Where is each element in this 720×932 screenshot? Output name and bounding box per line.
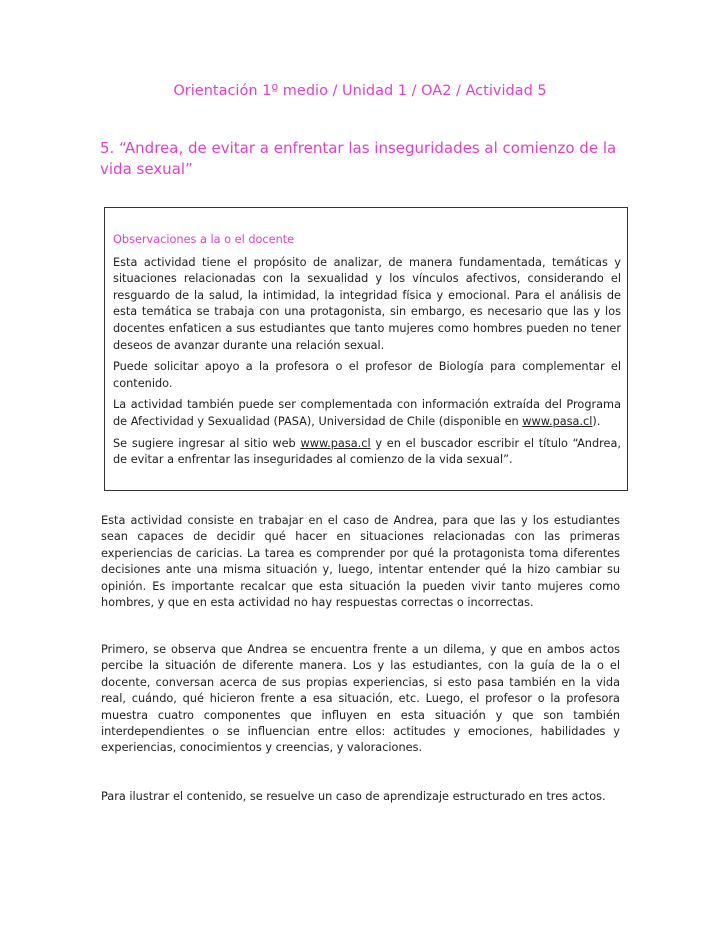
observations-paragraph — [113, 436, 621, 469]
text: ). — [592, 414, 601, 428]
body-paragraph: Primero, se observa que Andrea se encuentra frente a un dilema, y que en ambos actos percibe la situación de diferente manera. Los y las estudiantes, con la guía de la o el docente, conversan acerca de sus propias experiencias, si esto pasa también en la vida real, cuándo, qué hicieron frente a esa situación, etc. Luego, el profesor o la profesora muestra cuatro componentes que influyen en esta situación y que son también interdependientes o se influencian entre ellos: actitudes y emociones, habilidades y experiencias, conocimientos y creencias, y valoraciones. — [101, 643, 620, 755]
observations-title: Observaciones a la o el docente — [113, 233, 295, 246]
text: y en el buscador escribir el título “Andrea, de evitar a enfrentar las inseguridades al comienzo de la vida sexual”. — [113, 436, 621, 467]
activity-heading: 5. “Andrea, de evitar a enfrentar las inseguridades al comienzo de la vida sexual” — [100, 139, 617, 178]
teacher-observations-box — [104, 207, 628, 491]
body-paragraph: Esta actividad consiste en trabajar en el caso de Andrea, para que las y los estudiantes sean capaces de decidir qué hacer en situaciones relacionadas con las primeras experiencias de caricias. La tarea es comprender por qué la protagonista toma diferentes decisiones ante una misma situación y, luego, intentar entender qué la hizo cambiar su opinión. Es importante recalcar que esta situación la pueden vivir tanto mujeres como hombres, y que en esta actividad no hay respuestas correctas o incorrectas. — [101, 514, 620, 610]
observations-paragraph — [113, 397, 621, 430]
pasa-link[interactable]: www.pasa.cl — [300, 436, 371, 450]
observations-paragraph: Esta actividad tiene el propósito de analizar, de manera fundamentada, temáticas y situaciones relacionadas con la sexualidad y los vínculos afectivos, considerando el resguardo de la salud, la intimidad, la integridad física y emocional. Para el análisis de esta temática se trabaja con una protagonista, sin embargo, es necesario que las y los docentes enfaticen a sus estudiantes que tanto mujeres como hombres pueden no tener deseos de avanzar durante una relación sexual. — [113, 255, 621, 352]
observations-paragraph: Puede solicitar apoyo a la profesora o el profesor de Biología para complementar el contenido. — [113, 360, 621, 390]
text: La actividad también puede ser complementada con información extraída del Programa de Afectividad y Sexualidad (PASA), Universidad de Chile (disponible en — [113, 398, 621, 428]
page-title: Orientación 1º medio / Unidad 1 / OA2 / Actividad 5 — [173, 83, 547, 99]
body-paragraph: Para ilustrar el contenido, se resuelve un caso de aprendizaje estructurado en tres actos. — [101, 790, 606, 803]
text: Se sugiere ingresar al sitio web — [113, 436, 301, 450]
pasa-link[interactable]: www.pasa.cl — [522, 414, 593, 428]
